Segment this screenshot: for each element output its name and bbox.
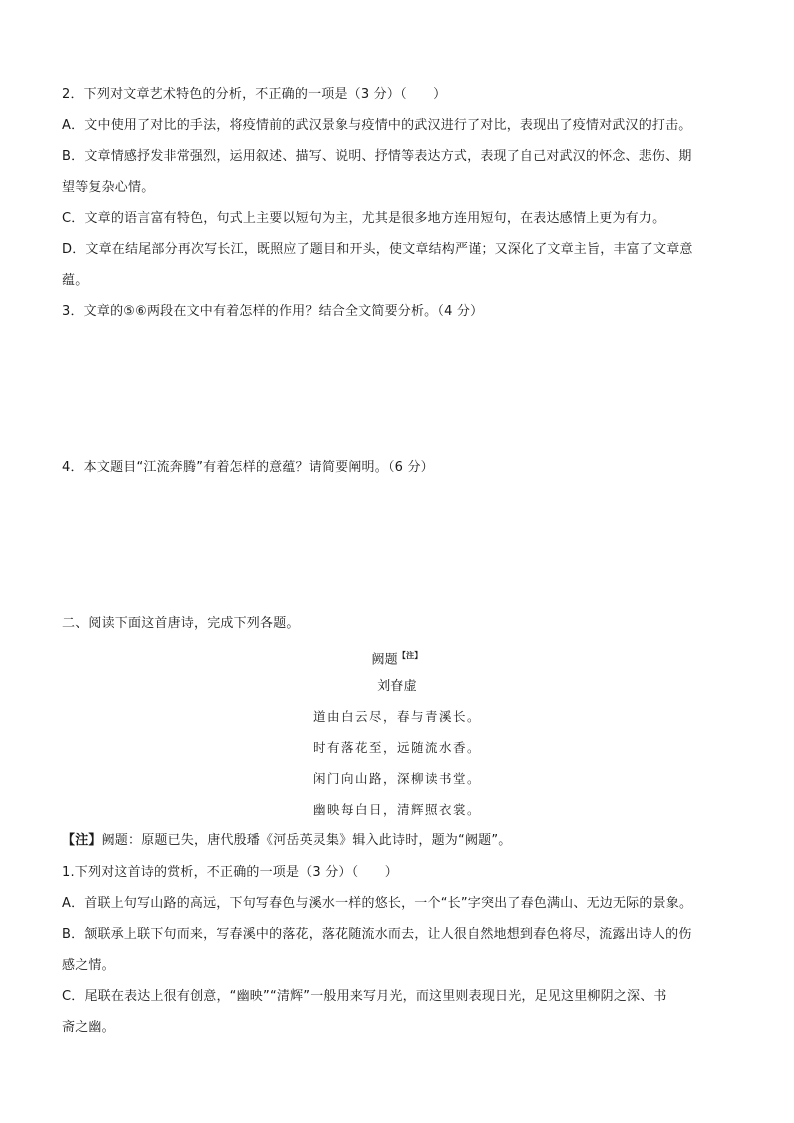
question-3-stem: 3．文章的⑤⑥两段在文中有着怎样的作用？结合全文简要分析。（4 分） (62, 304, 484, 319)
poem-note-text: 阙题：原题已失，唐代殷璠《河岳英灵集》辑入此诗时，题为“阙题”。 (101, 833, 512, 848)
question-1-option-c-line-2: 斋之幽。 (62, 1020, 115, 1035)
question-2-option-a: A．文中使用了对比的手法，将疫情前的武汉景象与疫情中的武汉进行了对比，表现出了疫情对武汉的打击。 (62, 118, 692, 133)
question-4-stem: 4．本文题目“江流奔腾”有着怎样的意蕴？请简要阐明。（6 分） (62, 460, 434, 475)
poem-title-note-marker: 【注】 (397, 651, 423, 660)
question-1-option-b-line-1: B．颔联承上联下句而来，写春溪中的落花，落花随流水而去，让人很自然地想到春色将尽，流露出诗人的伤 (62, 927, 692, 942)
poem-line: 闲门向山路，深柳读书堂。 (312, 771, 481, 786)
poem-note (62, 832, 732, 850)
question-1-option-b-line-2: 感之情。 (62, 958, 115, 973)
poem-line: 幽映每白日，清辉照衣裳。 (312, 802, 481, 817)
poem-title-text: 阙题 (371, 652, 398, 668)
poem-author: 刘眘虚 (377, 679, 417, 694)
question-1-stem: 1.下列对这首诗的赏析，不正确的一项是（3 分）（ ） (62, 865, 398, 880)
section-2-heading: 二、阅读下面这首唐诗，完成下列各题。 (62, 616, 300, 631)
question-2-stem: 2．下列对文章艺术特色的分析，不正确的一项是（3 分）（ ） (62, 87, 447, 102)
question-2-option-c: C．文章的语言富有特色，句式上主要以短句为主，尤其是很多地方连用短句，在表达感情上更为有力。 (62, 211, 666, 226)
question-2-option-d-line-1: D．文章在结尾部分再次写长江，既照应了题目和开头，使文章结构严谨；又深化了文章主旨，丰富了文章意 (62, 242, 693, 257)
question-2-option-b-line-1: B．文章情感抒发非常强烈，运用叙述、描写、说明、抒情等表达方式，表现了自己对武汉的怀念、悲伤、期 (62, 149, 692, 164)
poem-note-label: 【注】 (62, 833, 102, 848)
question-1-option-a: A．首联上句写山路的高远，下句写春色与溪水一样的悠长，一个“长”字突出了春色满山、无边无际的景象。 (62, 896, 693, 911)
question-1-option-c-line-1: C．尾联在表达上很有创意，“幽映”“清辉”一般用来写月光，而这里则表现日光，足见这里柳阴之深、书 (62, 989, 667, 1004)
poem-line: 道由白云尽，春与青溪长。 (312, 709, 481, 724)
poem-line: 时有落花至，远随流水香。 (312, 740, 481, 755)
question-2-option-b-line-2: 望等复杂心情。 (62, 180, 155, 195)
question-2-option-d-line-2: 蕴。 (62, 273, 89, 288)
poem-title (0, 647, 794, 669)
